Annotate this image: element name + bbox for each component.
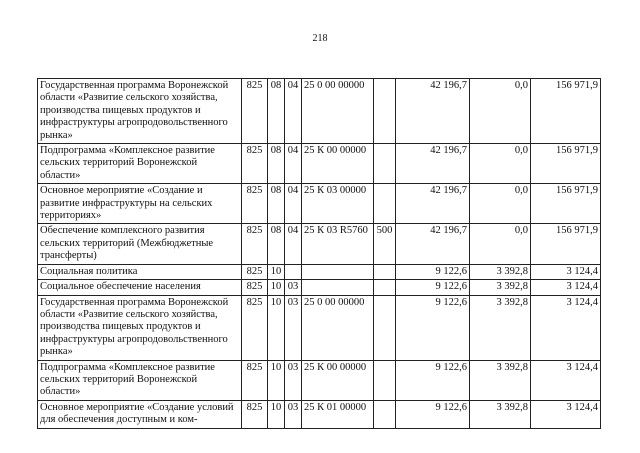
- table-row: [38, 79, 601, 144]
- table-row: [38, 144, 601, 184]
- amount-year1-cell: 42 196,7: [396, 79, 470, 144]
- amount-year1-cell: 42 196,7: [396, 144, 470, 184]
- target-article-cell: [302, 264, 374, 279]
- expense-type-cell: [374, 264, 396, 279]
- subsection-cell: 03: [285, 280, 302, 295]
- expense-type-cell: [374, 295, 396, 360]
- expense-type-cell: [374, 144, 396, 184]
- amount-year3-cell: 156 971,9: [531, 184, 601, 224]
- subsection-cell: 04: [285, 79, 302, 144]
- grbs-cell: 825: [242, 400, 268, 428]
- amount-year3-cell: 156 971,9: [531, 144, 601, 184]
- section-cell: 10: [268, 295, 285, 360]
- target-article-cell: 25 К 03 R5760: [302, 224, 374, 264]
- amount-year1-cell: 42 196,7: [396, 184, 470, 224]
- row-name-cell: Подпрограмма «Комплексное развитие сельских территорий Воронежской области»: [38, 144, 242, 184]
- amount-year1-cell: 9 122,6: [396, 280, 470, 295]
- subsection-cell: 03: [285, 360, 302, 400]
- table-row: [38, 295, 601, 360]
- table-body: [38, 79, 601, 429]
- amount-year1-cell: 9 122,6: [396, 295, 470, 360]
- subsection-cell: 04: [285, 224, 302, 264]
- amount-year1-cell: 9 122,6: [396, 400, 470, 428]
- amount-year3-cell: 156 971,9: [531, 224, 601, 264]
- amount-year2-cell: 0,0: [470, 224, 531, 264]
- subsection-cell: [285, 264, 302, 279]
- grbs-cell: 825: [242, 295, 268, 360]
- amount-year3-cell: 3 124,4: [531, 295, 601, 360]
- amount-year3-cell: 3 124,4: [531, 264, 601, 279]
- amount-year2-cell: 3 392,8: [470, 400, 531, 428]
- row-name-cell: Основное мероприятие «Создание и развитие инфраструктуры на сельских территориях»: [38, 184, 242, 224]
- amount-year2-cell: 3 392,8: [470, 280, 531, 295]
- target-article-cell: 25 0 00 00000: [302, 79, 374, 144]
- page-number: 218: [312, 33, 328, 44]
- target-article-cell: 25 К 00 00000: [302, 360, 374, 400]
- grbs-cell: 825: [242, 79, 268, 144]
- row-name-cell: Социальное обеспечение населения: [38, 280, 242, 295]
- amount-year3-cell: 156 971,9: [531, 79, 601, 144]
- amount-year3-cell: 3 124,4: [531, 360, 601, 400]
- target-article-cell: 25 0 00 00000: [302, 295, 374, 360]
- section-cell: 08: [268, 79, 285, 144]
- grbs-cell: 825: [242, 280, 268, 295]
- expense-type-cell: [374, 280, 396, 295]
- table-row: [38, 280, 601, 295]
- amount-year1-cell: 9 122,6: [396, 264, 470, 279]
- subsection-cell: 04: [285, 144, 302, 184]
- table-row: [38, 264, 601, 279]
- target-article-cell: 25 К 03 00000: [302, 184, 374, 224]
- section-cell: 10: [268, 264, 285, 279]
- amount-year2-cell: 3 392,8: [470, 264, 531, 279]
- section-cell: 10: [268, 360, 285, 400]
- section-cell: 08: [268, 224, 285, 264]
- target-article-cell: [302, 280, 374, 295]
- expense-type-cell: 500: [374, 224, 396, 264]
- row-name-cell: Основное мероприятие «Создание условий для обеспечения доступным и ком-: [38, 400, 242, 428]
- subsection-cell: 03: [285, 400, 302, 428]
- amount-year2-cell: 3 392,8: [470, 295, 531, 360]
- row-name-cell: Государственная программа Воронежской области «Развитие сельского хозяйства, производства пищевых продуктов и инфраструктуры агропродовольственного рынка»: [38, 79, 242, 144]
- section-cell: 08: [268, 184, 285, 224]
- amount-year3-cell: 3 124,4: [531, 400, 601, 428]
- table-row: [38, 224, 601, 264]
- target-article-cell: 25 К 00 00000: [302, 144, 374, 184]
- expense-type-cell: [374, 360, 396, 400]
- section-cell: 10: [268, 280, 285, 295]
- target-article-cell: 25 К 01 00000: [302, 400, 374, 428]
- budget-table: [37, 78, 601, 429]
- amount-year3-cell: 3 124,4: [531, 280, 601, 295]
- amount-year2-cell: 0,0: [470, 144, 531, 184]
- amount-year1-cell: 42 196,7: [396, 224, 470, 264]
- grbs-cell: 825: [242, 360, 268, 400]
- row-name-cell: Подпрограмма «Комплексное развитие сельских территорий Воронежской области»: [38, 360, 242, 400]
- amount-year2-cell: 3 392,8: [470, 360, 531, 400]
- amount-year2-cell: 0,0: [470, 184, 531, 224]
- subsection-cell: 03: [285, 295, 302, 360]
- expense-type-cell: [374, 79, 396, 144]
- amount-year2-cell: 0,0: [470, 79, 531, 144]
- section-cell: 08: [268, 144, 285, 184]
- expense-type-cell: [374, 184, 396, 224]
- subsection-cell: 04: [285, 184, 302, 224]
- grbs-cell: 825: [242, 224, 268, 264]
- grbs-cell: 825: [242, 184, 268, 224]
- table-row: [38, 184, 601, 224]
- amount-year1-cell: 9 122,6: [396, 360, 470, 400]
- table-row: [38, 400, 601, 428]
- grbs-cell: 825: [242, 264, 268, 279]
- section-cell: 10: [268, 400, 285, 428]
- row-name-cell: Государственная программа Воронежской области «Развитие сельского хозяйства, производства пищевых продуктов и инфраструктуры агропродовольственного рынка»: [38, 295, 242, 360]
- row-name-cell: Социальная политика: [38, 264, 242, 279]
- expense-type-cell: [374, 400, 396, 428]
- grbs-cell: 825: [242, 144, 268, 184]
- row-name-cell: Обеспечение комплексного развития сельских территорий (Межбюджетные трансферты): [38, 224, 242, 264]
- table-row: [38, 360, 601, 400]
